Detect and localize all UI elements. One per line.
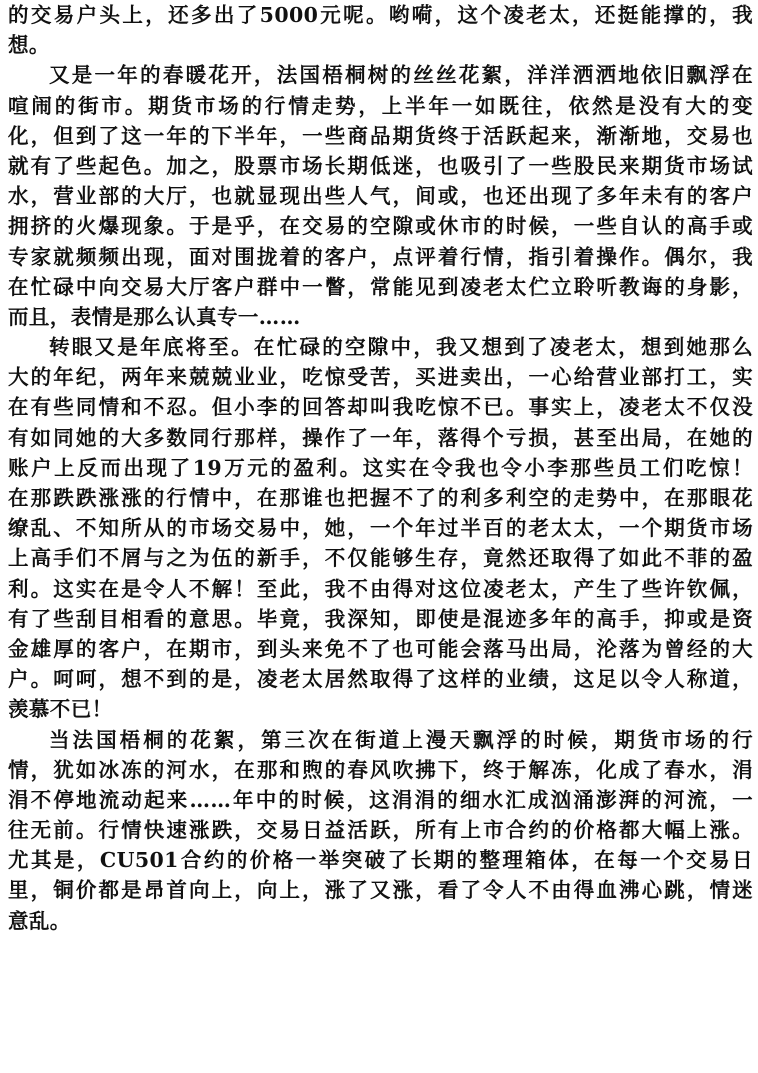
- text-line: 又是一年的春暖花开，法国梧桐树的丝丝花絮，洋洋洒洒地依旧飘浮在: [49, 63, 753, 88]
- text-line: 尤其是，CU501合约的价格一举突破了长期的整理箱体，在每一个交易日: [8, 848, 753, 873]
- text-line: 专家就频频出现，面对围拢着的客户，点评着行情，指引着操作。偶尔，我: [8, 244, 753, 269]
- text-line: 涓不停地流动起来……年中的时候，这涓涓的细水汇成汹涌澎湃的河流，一: [8, 787, 753, 812]
- text-line: 在有些同情和不忍。但小李的回答却叫我吃惊不已。事实上，凌老太不仅没: [8, 395, 753, 420]
- paragraph-4: [8, 725, 753, 936]
- text-line: 往无前。行情快速涨跌，交易日益活跃，所有上市合约的价格都大幅上涨。: [8, 818, 753, 843]
- text-line: 而且，表情是那么认真专一……: [8, 304, 301, 329]
- text-line: 水，营业部的大厅，也就显现出些人气，间或，也还出现了多年未有的客户: [8, 184, 753, 209]
- text-line: 缭乱、不知所从的市场交易中，她，一个年过半百的老太太，一个期货市场: [8, 516, 753, 541]
- text-line: 情，犹如冰冻的河水，在那和煦的春风吹拂下，终于解冻，化成了春水，涓: [8, 757, 753, 782]
- text-line: 户。呵呵，想不到的是，凌老太居然取得了这样的业绩，这足以令人称道，: [8, 667, 753, 692]
- text-line: 利。这实在是令人不解！至此，我不由得对这位凌老太，产生了些许钦佩，: [8, 576, 753, 601]
- text-line: 拥挤的火爆现象。于是乎，在交易的空隙或休市的时候，一些自认的高手或: [8, 214, 753, 239]
- paragraph-3: [8, 332, 753, 724]
- text-line: 里，铜价都是昂首向上，向上，涨了又涨，看了令人不由得血沸心跳，情迷: [8, 878, 753, 903]
- text-line: 有了些刮目相看的意思。毕竟，我深知，即使是混迹多年的高手，抑或是资: [8, 606, 753, 631]
- text-line: 当法国梧桐的花絮，第三次在街道上漫天飘浮的时候，期货市场的行: [49, 727, 753, 752]
- text-line: 意乱。: [8, 908, 71, 933]
- text-line: 有如同她的大多数同行那样，操作了一年，落得个亏损，甚至出局，在她的: [8, 425, 753, 450]
- text-line: 的交易户头上，还多出了5000元呢。哟嗬，这个凌老太，还挺能撑的，我: [8, 3, 753, 27]
- text-line: 化，但到了这一年的下半年，一些商品期货终于活跃起来，渐渐地，交易也: [8, 123, 753, 148]
- text-line: 就有了些起色。加之，股票市场长期低迷，也吸引了一些股民来期货市场试: [8, 153, 753, 178]
- text-line: 羡慕不已！: [8, 697, 113, 722]
- text-line: 在忙碌中向交易大厅客户群中一瞥，常能见到凌老太伫立聆听教诲的身影，: [8, 274, 753, 299]
- text-line: 喧闹的街市。期货市场的行情走势，上半年一如既往，依然是没有大的变: [8, 93, 753, 118]
- text-line: 大的年纪，两年来兢兢业业，吃惊受苦，买进卖出，一心给营业部打工，实: [8, 365, 753, 390]
- text-line: 在那跌跌涨涨的行情中，在那谁也把握不了的利多利空的走势中，在那眼花: [8, 486, 753, 510]
- text-line: 账户上反而出现了19万元的盈利。这实在令我也令小李那些员工们吃惊！: [8, 455, 753, 480]
- text-line: 转眼又是年底将至。在忙碌的空隙中，我又想到了凌老太，想到她那么: [49, 335, 753, 360]
- document-page: [8, 0, 753, 1073]
- text-line: 上高手们不屑与之为伍的新手，不仅能够生存，竟然还取得了如此不菲的盈: [8, 546, 753, 571]
- text-line: 想。: [8, 33, 50, 58]
- text-line: 金雄厚的客户，在期市，到头来免不了也可能会落马出局，沦落为曾经的大: [8, 636, 753, 661]
- paragraph-1: [8, 0, 753, 60]
- paragraph-2: [8, 60, 753, 332]
